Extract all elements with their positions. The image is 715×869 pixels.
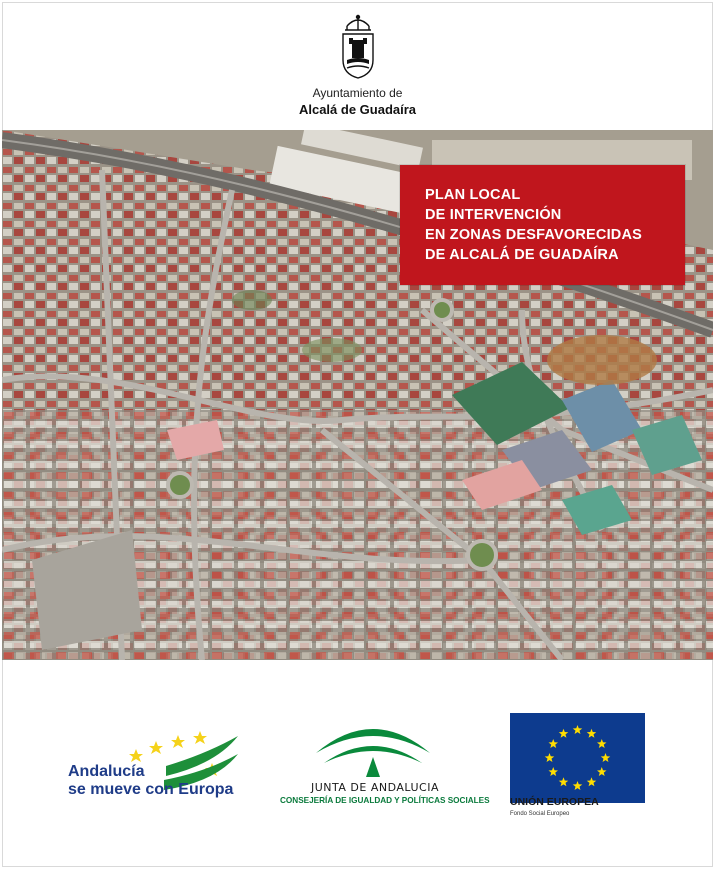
eu-flag-icon bbox=[510, 713, 645, 803]
municipality-name: Alcalá de Guadaíra bbox=[298, 102, 417, 117]
andalucia-logo-line2: se mueve con Europa bbox=[68, 781, 234, 798]
municipal-crest-icon bbox=[335, 12, 381, 82]
eu-fund-name: Fondo Social Europeo bbox=[510, 811, 570, 817]
cover-title-line: DE INTERVENCIÓN bbox=[425, 207, 562, 223]
cover-title-line: EN ZONAS DESFAVORECIDAS bbox=[425, 227, 643, 243]
cover-title-line: DE ALCALÁ DE GUADAÍRA bbox=[425, 247, 619, 263]
eu-name: UNIÓN EUROPEA bbox=[510, 796, 599, 808]
eu-star-icon bbox=[545, 753, 555, 762]
cover-title-box bbox=[400, 165, 685, 285]
eu-star-icon bbox=[573, 781, 583, 790]
eu-star-icon bbox=[549, 767, 559, 776]
eu-star-icon bbox=[559, 777, 569, 786]
eu-star-icon bbox=[587, 729, 597, 738]
eu-star-icon bbox=[559, 729, 569, 738]
junta-andalucia-logo-icon bbox=[308, 715, 438, 785]
eu-star-icon bbox=[549, 739, 559, 748]
eu-star-icon bbox=[597, 739, 607, 748]
eu-star-icon bbox=[597, 767, 607, 776]
andalucia-logo-line1: Andalucía bbox=[68, 763, 145, 780]
eu-star-icon bbox=[573, 725, 583, 734]
eu-star-icon bbox=[587, 777, 597, 786]
junta-andalucia-name: JUNTA DE ANDALUCIA bbox=[311, 781, 439, 794]
junta-department: CONSEJERÍA DE IGUALDAD Y POLÍTICAS SOCIALES bbox=[280, 796, 490, 805]
cover-title-line: PLAN LOCAL bbox=[425, 187, 521, 203]
eu-star-icon bbox=[601, 753, 611, 762]
municipality-label: Ayuntamiento de bbox=[312, 86, 403, 100]
